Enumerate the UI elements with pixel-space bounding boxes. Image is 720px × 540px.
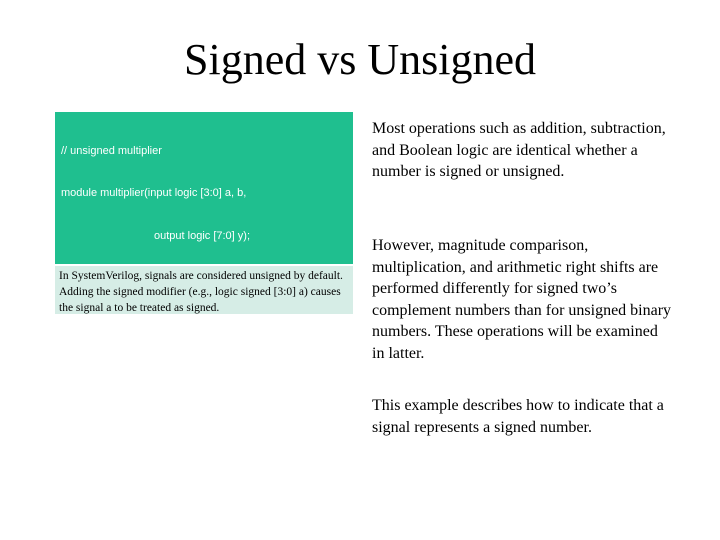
- paragraph-operations: Most operations such as addition, subtraction, and Boolean logic are identical whether a number is signed or unsigned.: [372, 120, 666, 181]
- code-line: module multiplier(input logic [3:0] a, b,: [61, 187, 247, 200]
- paragraph-example: This example describes how to indicate that a signal represents a signed number.: [372, 397, 664, 436]
- code-line: // unsigned multiplier: [61, 145, 162, 158]
- code-block: [55, 112, 353, 264]
- slide-title: Signed vs Unsigned: [184, 35, 536, 84]
- paragraph-comparison: However, magnitude comparison, multiplication, and arithmetic right shifts are performed differently for signed two’s complement numbers than for unsigned binary numbers. These operations will be examined in latter.: [372, 237, 672, 362]
- code-line: output logic [7:0] y);: [154, 229, 250, 242]
- note-box: In SystemVerilog, signals are considered unsigned by default. Adding the signed modifier (e.g., logic signed [3:0] a) causes the signal a to be treated as signed.: [55, 266, 353, 314]
